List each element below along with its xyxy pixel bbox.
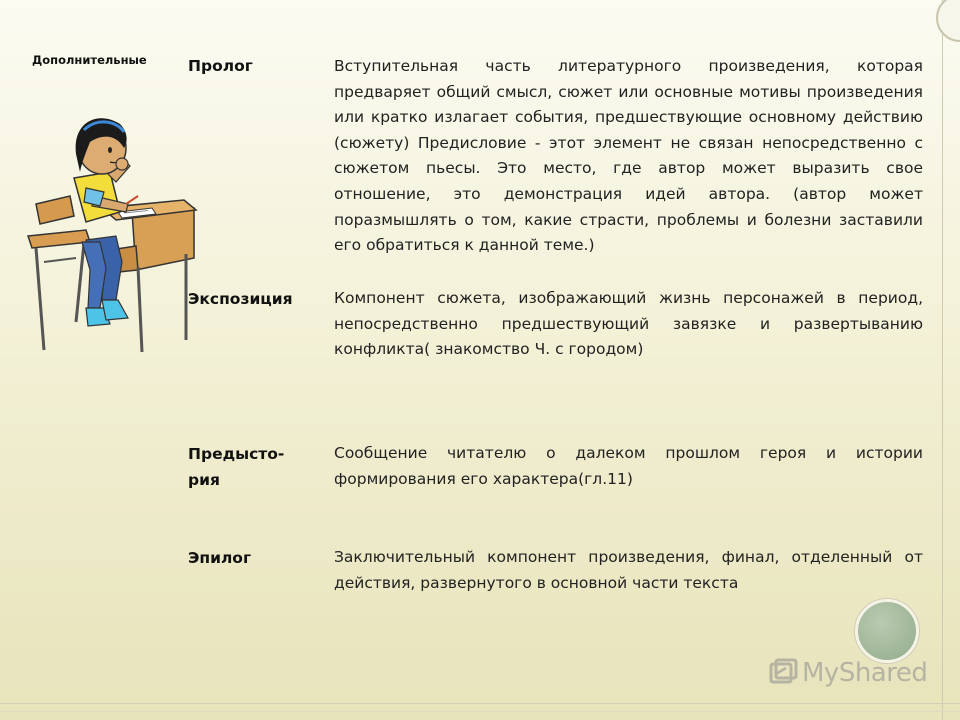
- myshared-logo-icon: [768, 658, 798, 688]
- definition-epilogue: Заключительный компонент произведения, финал, отделенный от действия, развернутого в основной части текста: [334, 548, 923, 592]
- decorative-circle-top: [936, 0, 960, 42]
- term-backstory: Предысто-рия: [188, 445, 285, 489]
- frame-line-horizontal-2: [0, 711, 960, 712]
- myshared-watermark: [768, 655, 927, 691]
- side-label: Дополнительные: [32, 53, 147, 67]
- definition-prologue: Вступительная часть литературного произведения, которая предваряет общий смысл, сюжет или основные мотивы произведения или кратко излагает события, предшествующие основному действию (сюжету) Предисловие - этот элемент не связан непосредственно с сюжетом пьесы. Это место, где автор может выразить свое отношение, это демонстрация идей автора. (автор может поразмышлять о том, какие страсти, проблемы и болезни заставили его обратиться к данной теме.): [334, 57, 923, 255]
- girl-at-desk-illustration: [24, 112, 200, 357]
- definition-backstory: Сообщение читателю о далеком прошлом героя и истории формирования его характера(гл.11): [334, 444, 923, 488]
- frame-line-vertical: [942, 0, 943, 720]
- decorative-circle-bottom: [855, 599, 919, 663]
- watermark-text: MyShared: [802, 658, 928, 688]
- term-prologue: Пролог: [188, 57, 253, 75]
- definition-exposition: Компонент сюжета, изображающий жизнь персонажей в период, непосредственно предшествующий завязке и развертыванию конфликта( знакомство Ч. с городом): [334, 289, 923, 359]
- term-exposition: Экспозиция: [188, 290, 293, 308]
- term-epilogue: Эпилог: [188, 549, 252, 567]
- frame-line-horizontal: [0, 703, 960, 704]
